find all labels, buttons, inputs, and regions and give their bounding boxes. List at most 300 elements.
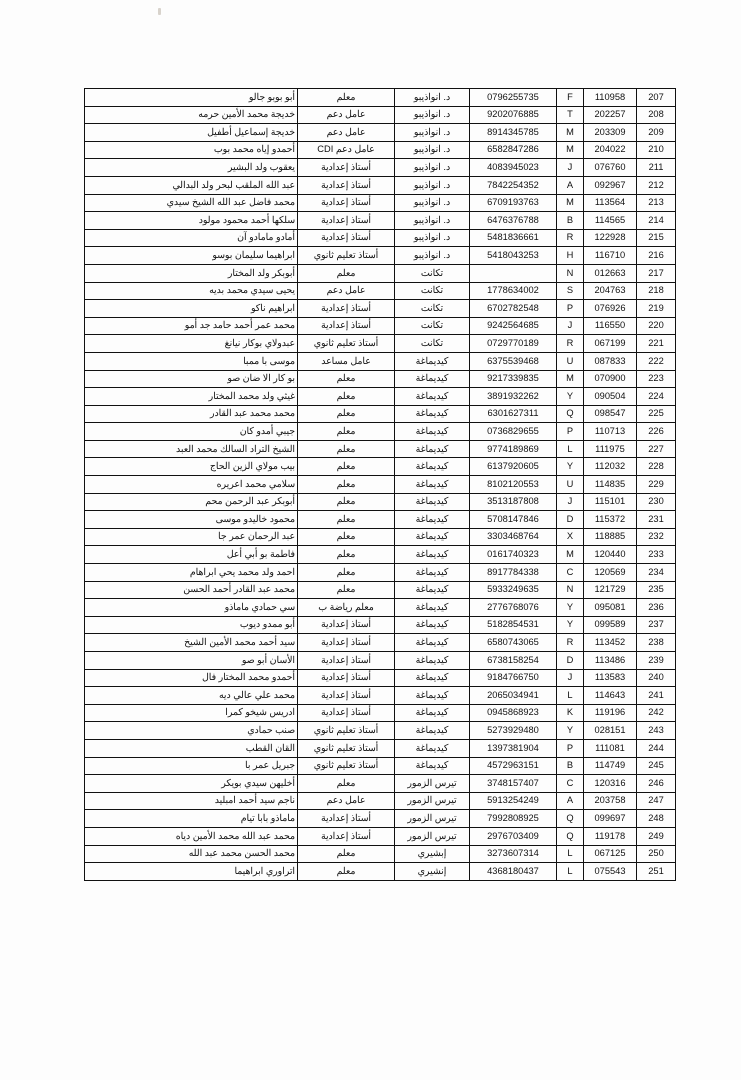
table-row xyxy=(85,511,676,529)
cell-letter: Y xyxy=(557,458,584,476)
table-row xyxy=(85,335,676,353)
cell-code: 116710 xyxy=(584,247,637,265)
cell-letter: A xyxy=(557,176,584,194)
cell-name: احمد ولد محمد يحي ابراهام xyxy=(85,564,298,582)
cell-letter: Y xyxy=(557,722,584,740)
table-row xyxy=(85,634,676,652)
table-row xyxy=(85,722,676,740)
cell-name: القان القطب xyxy=(85,739,298,757)
cell-code: 115101 xyxy=(584,493,637,511)
cell-code: 119196 xyxy=(584,704,637,722)
table-row xyxy=(85,493,676,511)
cell-name: اتراوري ابراهيما xyxy=(85,863,298,881)
table-row xyxy=(85,810,676,828)
cell-letter: Q xyxy=(557,827,584,845)
cell-number: 229 xyxy=(637,476,676,494)
cell-nni: 2776768076 xyxy=(470,599,557,617)
cell-number: 231 xyxy=(637,511,676,529)
cell-job: معلم xyxy=(298,89,395,107)
cell-name: سلامي محمد اعريره xyxy=(85,476,298,494)
cell-code: 113486 xyxy=(584,652,637,670)
table-row xyxy=(85,388,676,406)
cell-job: معلم xyxy=(298,863,395,881)
cell-name: عبد الله الملقب لبحر ولد البدالي xyxy=(85,176,298,194)
cell-number: 236 xyxy=(637,599,676,617)
cell-code: 111081 xyxy=(584,739,637,757)
cell-code: 076926 xyxy=(584,300,637,318)
table-row xyxy=(85,194,676,212)
cell-code: 075543 xyxy=(584,863,637,881)
cell-nni: 9217339835 xyxy=(470,370,557,388)
cell-job: أستاذ إعدادية xyxy=(298,634,395,652)
cell-number: 232 xyxy=(637,528,676,546)
cell-name: سي حمادي ماماذو xyxy=(85,599,298,617)
cell-wilaya: كيديماغة xyxy=(395,722,470,740)
cell-name: محمد فاضل عبد الله الشيخ سيدي xyxy=(85,194,298,212)
cell-name: محمد محمد عبد القادر xyxy=(85,405,298,423)
cell-nni: 6375539468 xyxy=(470,352,557,370)
cell-name: محمد عبد القادر أحمد الحسن xyxy=(85,581,298,599)
table-row xyxy=(85,423,676,441)
table-row xyxy=(85,458,676,476)
cell-letter: J xyxy=(557,159,584,177)
cell-letter: R xyxy=(557,229,584,247)
cell-wilaya: كيديماغة xyxy=(395,352,470,370)
cell-letter: L xyxy=(557,845,584,863)
table-row xyxy=(85,176,676,194)
cell-number: 235 xyxy=(637,581,676,599)
cell-number: 245 xyxy=(637,757,676,775)
cell-nni: 0729770189 xyxy=(470,335,557,353)
cell-name: ادريس شيخو كمرا xyxy=(85,704,298,722)
cell-job: أستاذ تعليم ثانوي xyxy=(298,722,395,740)
cell-code: 099697 xyxy=(584,810,637,828)
table-row xyxy=(85,669,676,687)
cell-job: أستاذ إعدادية xyxy=(298,652,395,670)
cell-letter: A xyxy=(557,792,584,810)
cell-name: محمد عمر أحمد حامد جد أمو xyxy=(85,317,298,335)
cell-wilaya: كيديماغة xyxy=(395,652,470,670)
cell-job: أستاذ إعدادية xyxy=(298,300,395,318)
cell-number: 249 xyxy=(637,827,676,845)
cell-job: معلم xyxy=(298,388,395,406)
table-row xyxy=(85,652,676,670)
cell-nni: 6137920605 xyxy=(470,458,557,476)
cell-job: معلم xyxy=(298,264,395,282)
cell-code: 120569 xyxy=(584,564,637,582)
cell-nni xyxy=(470,264,557,282)
cell-code: 070900 xyxy=(584,370,637,388)
cell-job: معلم xyxy=(298,845,395,863)
cell-nni: 5481836661 xyxy=(470,229,557,247)
cell-letter: Q xyxy=(557,810,584,828)
cell-code: 113564 xyxy=(584,194,637,212)
table-row xyxy=(85,370,676,388)
cell-wilaya: تكانت xyxy=(395,300,470,318)
cell-code: 076760 xyxy=(584,159,637,177)
cell-nni: 9202076885 xyxy=(470,106,557,124)
cell-wilaya: تكانت xyxy=(395,335,470,353)
cell-job: معلم xyxy=(298,405,395,423)
table-row xyxy=(85,704,676,722)
cell-job: معلم xyxy=(298,546,395,564)
cell-nni: 6580743065 xyxy=(470,634,557,652)
cell-nni: 4083945023 xyxy=(470,159,557,177)
cell-letter: U xyxy=(557,476,584,494)
cell-code: 110958 xyxy=(584,89,637,107)
cell-name: أخليهن سيدي بويكر xyxy=(85,775,298,793)
cell-name: ابراهيم ناكو xyxy=(85,300,298,318)
cell-nni: 6709193763 xyxy=(470,194,557,212)
cell-wilaya: كيديماغة xyxy=(395,704,470,722)
cell-wilaya: كيديماغة xyxy=(395,669,470,687)
roster-table-body xyxy=(85,89,676,881)
cell-number: 220 xyxy=(637,317,676,335)
cell-number: 239 xyxy=(637,652,676,670)
cell-name: فاطمة بو أبي أعل xyxy=(85,546,298,564)
cell-name: يحيى سيدي محمد بديه xyxy=(85,282,298,300)
table-row xyxy=(85,229,676,247)
cell-job: معلم xyxy=(298,493,395,511)
cell-letter: T xyxy=(557,106,584,124)
cell-job: عامل دعم xyxy=(298,792,395,810)
cell-code: 120440 xyxy=(584,546,637,564)
cell-name: جبريل عمر با xyxy=(85,757,298,775)
cell-code: 204022 xyxy=(584,141,637,159)
table-row xyxy=(85,264,676,282)
cell-code: 114749 xyxy=(584,757,637,775)
cell-name: محمد الحسن محمد عبد الله xyxy=(85,845,298,863)
cell-job: أستاذ إعدادية xyxy=(298,827,395,845)
cell-name: موسى با ممبا xyxy=(85,352,298,370)
cell-wilaya: د. انواذيبو xyxy=(395,106,470,124)
table-row xyxy=(85,317,676,335)
table-row xyxy=(85,124,676,142)
cell-number: 209 xyxy=(637,124,676,142)
cell-number: 233 xyxy=(637,546,676,564)
cell-letter: R xyxy=(557,335,584,353)
cell-nni: 8917784338 xyxy=(470,564,557,582)
cell-nni: 9242564685 xyxy=(470,317,557,335)
cell-job: معلم xyxy=(298,458,395,476)
cell-name: عبدولاي بوكار نيانغ xyxy=(85,335,298,353)
cell-job: أستاذ تعليم ثانوي xyxy=(298,757,395,775)
cell-nni: 6301627311 xyxy=(470,405,557,423)
cell-letter: M xyxy=(557,546,584,564)
cell-letter: K xyxy=(557,704,584,722)
cell-nni: 6702782548 xyxy=(470,300,557,318)
cell-code: 111975 xyxy=(584,440,637,458)
cell-nni: 2065034941 xyxy=(470,687,557,705)
cell-wilaya: تيرس الزمور xyxy=(395,810,470,828)
cell-code: 118885 xyxy=(584,528,637,546)
cell-number: 248 xyxy=(637,810,676,828)
cell-job: عامل دعم xyxy=(298,282,395,300)
table-row xyxy=(85,282,676,300)
cell-letter: U xyxy=(557,352,584,370)
cell-wilaya: كيديماغة xyxy=(395,458,470,476)
cell-wilaya: كيديماغة xyxy=(395,739,470,757)
cell-wilaya: كيديماغة xyxy=(395,564,470,582)
table-row xyxy=(85,845,676,863)
cell-letter: B xyxy=(557,757,584,775)
cell-letter: J xyxy=(557,669,584,687)
cell-wilaya: إبشيري xyxy=(395,845,470,863)
cell-code: 203758 xyxy=(584,792,637,810)
cell-wilaya: كيديماغة xyxy=(395,388,470,406)
cell-number: 244 xyxy=(637,739,676,757)
cell-letter: P xyxy=(557,300,584,318)
cell-name: أبو ممدو ديوب xyxy=(85,616,298,634)
cell-job: أستاذ تعليم ثانوي xyxy=(298,335,395,353)
cell-nni: 8914345785 xyxy=(470,124,557,142)
cell-name: جيبي أمدو كان xyxy=(85,423,298,441)
cell-wilaya: تكانت xyxy=(395,317,470,335)
table-row xyxy=(85,212,676,230)
cell-number: 217 xyxy=(637,264,676,282)
cell-job: معلم xyxy=(298,511,395,529)
cell-letter: R xyxy=(557,634,584,652)
cell-nni: 2976703409 xyxy=(470,827,557,845)
cell-letter: Y xyxy=(557,616,584,634)
cell-code: 204763 xyxy=(584,282,637,300)
cell-job: أستاذ إعدادية xyxy=(298,229,395,247)
cell-code: 203309 xyxy=(584,124,637,142)
cell-job: أستاذ إعدادية xyxy=(298,194,395,212)
cell-wilaya: كيديماغة xyxy=(395,423,470,441)
cell-nni: 5708147846 xyxy=(470,511,557,529)
cell-name: سيد أحمد محمد الأمين الشيخ xyxy=(85,634,298,652)
cell-nni: 5182854531 xyxy=(470,616,557,634)
cell-code: 115372 xyxy=(584,511,637,529)
cell-name: الشيخ التراد السالك محمد العبد xyxy=(85,440,298,458)
cell-nni: 3303468764 xyxy=(470,528,557,546)
cell-letter: J xyxy=(557,493,584,511)
cell-name: الأسان أبو صو xyxy=(85,652,298,670)
cell-nni: 0161740323 xyxy=(470,546,557,564)
cell-number: 222 xyxy=(637,352,676,370)
cell-number: 234 xyxy=(637,564,676,582)
cell-letter: S xyxy=(557,282,584,300)
cell-letter: Y xyxy=(557,599,584,617)
cell-number: 230 xyxy=(637,493,676,511)
cell-letter: Q xyxy=(557,405,584,423)
cell-wilaya: د. انواذيبو xyxy=(395,89,470,107)
cell-job: معلم xyxy=(298,440,395,458)
cell-number: 216 xyxy=(637,247,676,265)
cell-number: 219 xyxy=(637,300,676,318)
cell-nni: 9774189869 xyxy=(470,440,557,458)
cell-code: 113583 xyxy=(584,669,637,687)
cell-number: 251 xyxy=(637,863,676,881)
cell-letter: D xyxy=(557,511,584,529)
cell-code: 121729 xyxy=(584,581,637,599)
cell-job: أستاذ إعدادية xyxy=(298,159,395,177)
cell-letter: M xyxy=(557,124,584,142)
cell-job: عامل دعم xyxy=(298,124,395,142)
cell-nni: 6476376788 xyxy=(470,212,557,230)
cell-number: 210 xyxy=(637,141,676,159)
cell-nni: 4368180437 xyxy=(470,863,557,881)
cell-letter: N xyxy=(557,264,584,282)
cell-nni: 5273929480 xyxy=(470,722,557,740)
cell-nni: 3513187808 xyxy=(470,493,557,511)
cell-job: معلم xyxy=(298,423,395,441)
table-row xyxy=(85,757,676,775)
cell-name: محمد علي عالي ديه xyxy=(85,687,298,705)
cell-nni: 6738158254 xyxy=(470,652,557,670)
cell-letter: L xyxy=(557,687,584,705)
cell-number: 208 xyxy=(637,106,676,124)
table-row xyxy=(85,863,676,881)
cell-name: أمادو مامادو آن xyxy=(85,229,298,247)
cell-code: 087833 xyxy=(584,352,637,370)
cell-nni: 5933249635 xyxy=(470,581,557,599)
cell-nni: 5418043253 xyxy=(470,247,557,265)
table-row xyxy=(85,792,676,810)
cell-number: 241 xyxy=(637,687,676,705)
table-row xyxy=(85,616,676,634)
cell-nni: 0945868923 xyxy=(470,704,557,722)
cell-name: خديجة إسماعيل أطفيل xyxy=(85,124,298,142)
table-row xyxy=(85,352,676,370)
cell-name: محمود خاليدو موسى xyxy=(85,511,298,529)
cell-letter: M xyxy=(557,194,584,212)
cell-number: 242 xyxy=(637,704,676,722)
table-row xyxy=(85,106,676,124)
cell-wilaya: د. انواذيبو xyxy=(395,247,470,265)
cell-wilaya: كيديماغة xyxy=(395,440,470,458)
cell-nni: 6582847286 xyxy=(470,141,557,159)
table-row xyxy=(85,599,676,617)
cell-number: 214 xyxy=(637,212,676,230)
cell-wilaya: د. انواذيبو xyxy=(395,159,470,177)
cell-wilaya: كيديماغة xyxy=(395,476,470,494)
cell-number: 223 xyxy=(637,370,676,388)
table-row xyxy=(85,405,676,423)
cell-number: 207 xyxy=(637,89,676,107)
cell-name: ماماذو بابا تيام xyxy=(85,810,298,828)
cell-code: 114565 xyxy=(584,212,637,230)
cell-nni: 7842254352 xyxy=(470,176,557,194)
cell-code: 112032 xyxy=(584,458,637,476)
cell-code: 122928 xyxy=(584,229,637,247)
cell-name: أحمدو محمد المختار فال xyxy=(85,669,298,687)
cell-job: معلم xyxy=(298,564,395,582)
cell-number: 212 xyxy=(637,176,676,194)
cell-name: سلكها أحمد محمود مولود xyxy=(85,212,298,230)
cell-wilaya: كيديماغة xyxy=(395,687,470,705)
cell-wilaya: كيديماغة xyxy=(395,757,470,775)
cell-job: أستاذ إعدادية xyxy=(298,212,395,230)
cell-letter: M xyxy=(557,141,584,159)
cell-job: أستاذ إعدادية xyxy=(298,704,395,722)
cell-code: 114835 xyxy=(584,476,637,494)
cell-code: 095081 xyxy=(584,599,637,617)
cell-nni: 0796255735 xyxy=(470,89,557,107)
cell-number: 213 xyxy=(637,194,676,212)
cell-code: 110713 xyxy=(584,423,637,441)
table-row xyxy=(85,141,676,159)
cell-wilaya: كيديماغة xyxy=(395,616,470,634)
cell-letter: P xyxy=(557,423,584,441)
cell-wilaya: د. انواذيبو xyxy=(395,176,470,194)
cell-code: 098547 xyxy=(584,405,637,423)
cell-code: 202257 xyxy=(584,106,637,124)
cell-letter: C xyxy=(557,775,584,793)
cell-wilaya: تيرس الزمور xyxy=(395,827,470,845)
cell-wilaya: كيديماغة xyxy=(395,405,470,423)
cell-letter: L xyxy=(557,863,584,881)
cell-letter: B xyxy=(557,212,584,230)
cell-job: معلم رياضة ب xyxy=(298,599,395,617)
cell-number: 238 xyxy=(637,634,676,652)
cell-letter: L xyxy=(557,440,584,458)
cell-number: 250 xyxy=(637,845,676,863)
cell-letter: J xyxy=(557,317,584,335)
cell-name: ناجم سيد أحمد امبليد xyxy=(85,792,298,810)
cell-job: معلم xyxy=(298,581,395,599)
table-row xyxy=(85,564,676,582)
cell-number: 225 xyxy=(637,405,676,423)
table-row xyxy=(85,827,676,845)
table-row xyxy=(85,476,676,494)
cell-letter: D xyxy=(557,652,584,670)
cell-job: أستاذ تعليم ثانوي xyxy=(298,739,395,757)
table-row xyxy=(85,546,676,564)
table-row xyxy=(85,687,676,705)
cell-nni: 1397381904 xyxy=(470,739,557,757)
cell-code: 114643 xyxy=(584,687,637,705)
cell-number: 218 xyxy=(637,282,676,300)
cell-job: أستاذ إعدادية xyxy=(298,810,395,828)
cell-number: 228 xyxy=(637,458,676,476)
cell-name: أحمدو إياه محمد بوب xyxy=(85,141,298,159)
cell-code: 028151 xyxy=(584,722,637,740)
cell-number: 246 xyxy=(637,775,676,793)
cell-nni: 4572963151 xyxy=(470,757,557,775)
cell-nni: 8102120553 xyxy=(470,476,557,494)
cell-wilaya: كيديماغة xyxy=(395,634,470,652)
cell-wilaya: د. انواذيبو xyxy=(395,124,470,142)
cell-number: 237 xyxy=(637,616,676,634)
cell-code: 099589 xyxy=(584,616,637,634)
cell-job: أستاذ إعدادية xyxy=(298,176,395,194)
cell-code: 067199 xyxy=(584,335,637,353)
cell-wilaya: د. انواذيبو xyxy=(395,229,470,247)
cell-job: معلم xyxy=(298,528,395,546)
cell-wilaya: تيرس الزمور xyxy=(395,775,470,793)
cell-name: أبو بوبو جالو xyxy=(85,89,298,107)
table-row xyxy=(85,440,676,458)
cell-number: 247 xyxy=(637,792,676,810)
cell-job: أستاذ تعليم ثانوي xyxy=(298,247,395,265)
table-row xyxy=(85,247,676,265)
cell-name: محمد عبد الله محمد الأمين دياه xyxy=(85,827,298,845)
cell-code: 120316 xyxy=(584,775,637,793)
cell-number: 240 xyxy=(637,669,676,687)
cell-letter: M xyxy=(557,370,584,388)
cell-letter: H xyxy=(557,247,584,265)
table-row xyxy=(85,528,676,546)
cell-nni: 3748157407 xyxy=(470,775,557,793)
cell-job: أستاذ إعدادية xyxy=(298,669,395,687)
cell-wilaya: كيديماغة xyxy=(395,493,470,511)
cell-wilaya: د. انواذيبو xyxy=(395,194,470,212)
cell-job: معلم xyxy=(298,775,395,793)
cell-name: غيثي ولد محمد المختار xyxy=(85,388,298,406)
cell-name: ابراهيما سليمان بوسو xyxy=(85,247,298,265)
